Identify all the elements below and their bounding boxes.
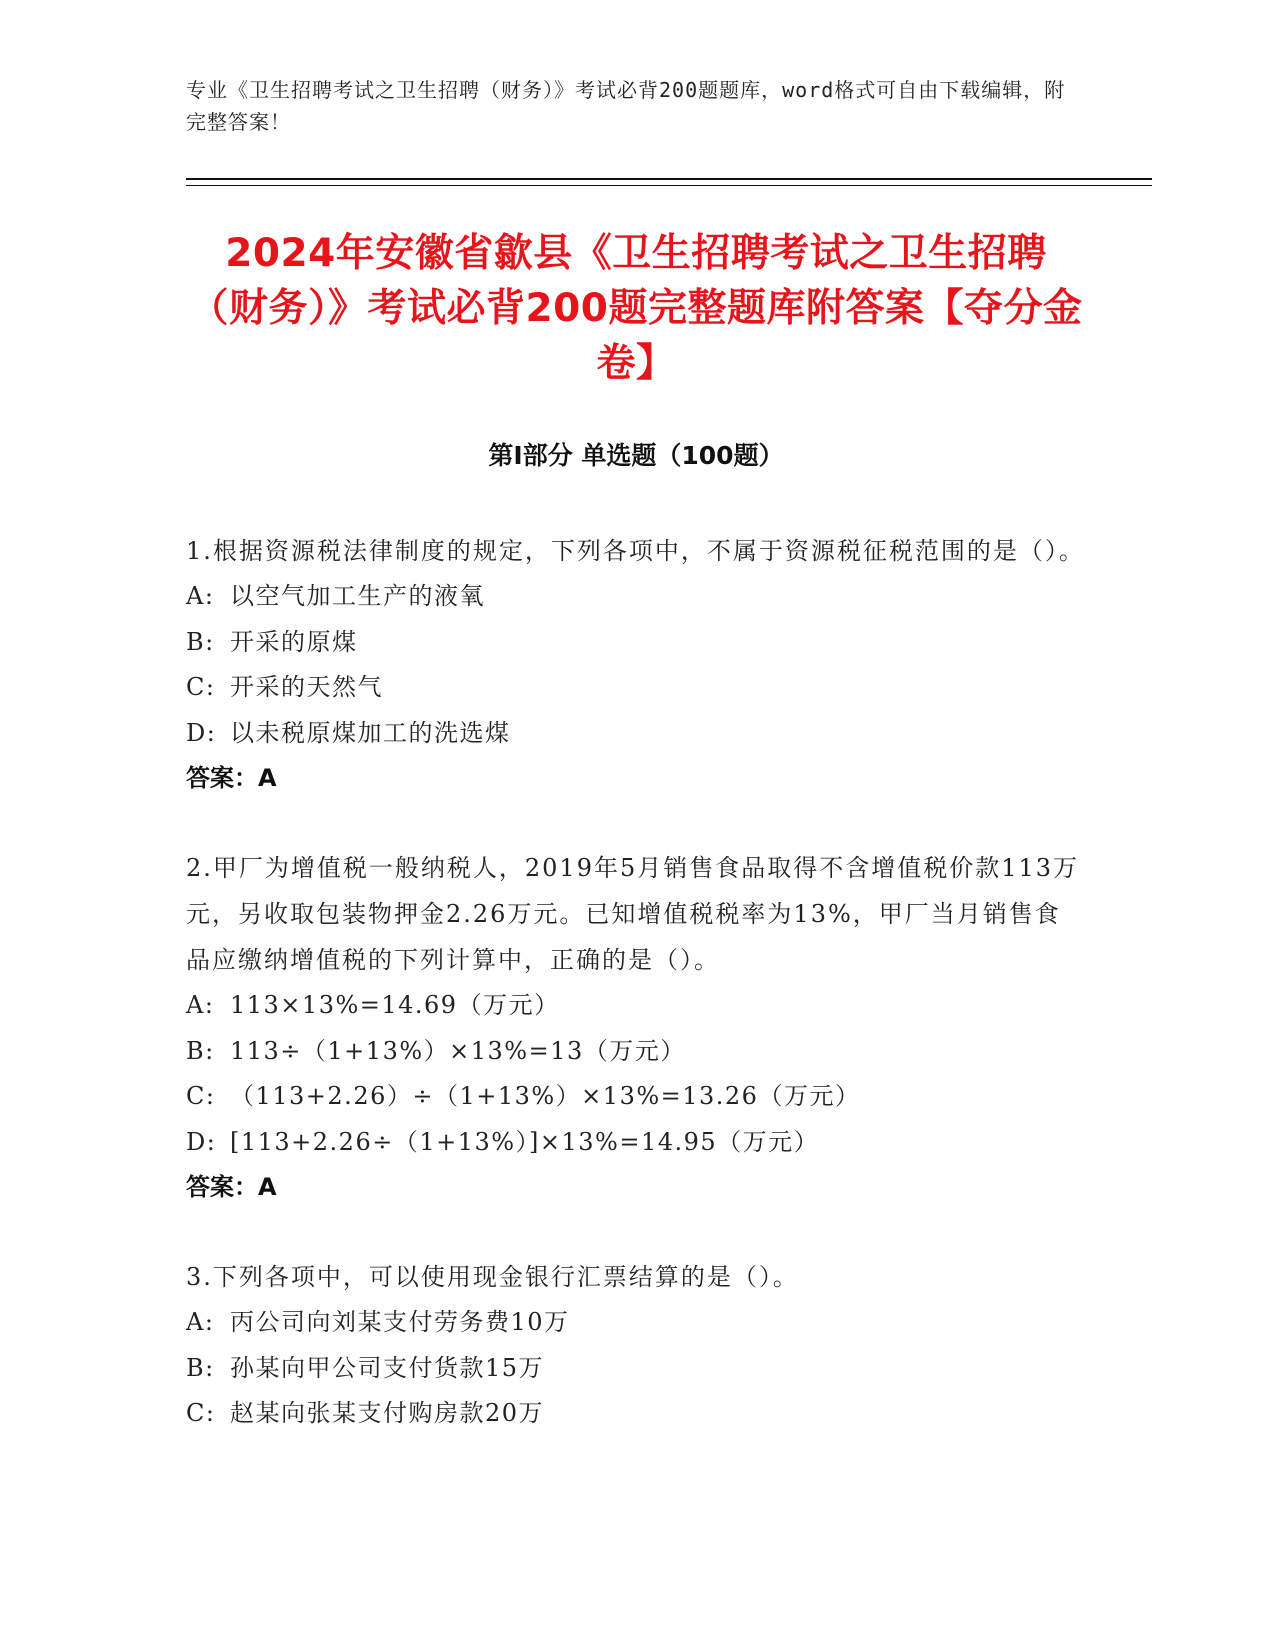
header-note: 专业《卫生招聘考试之卫生招聘（财务）》考试必背200题题库，word格式可自由下载编辑，附完整答案！	[186, 78, 1066, 134]
section-title: 第Ⅰ部分 单选题（100题）	[488, 441, 784, 470]
option-c	[186, 1074, 1086, 1120]
option-text: 丙公司向刘某支付劳务费10万	[230, 1308, 570, 1336]
option-c	[186, 1391, 1086, 1437]
option-a	[186, 1300, 1086, 1346]
option-label: A:	[186, 582, 215, 610]
option-text: 113×13%=14.69（万元）	[230, 991, 560, 1019]
question-3	[186, 1254, 1086, 1437]
option-label: C:	[186, 1399, 216, 1427]
question-list	[186, 528, 1086, 1481]
document-title: 2024年安徽省歙县《卫生招聘考试之卫生招聘（财务）》考试必背200题完整题库附答案【夺分金卷】	[189, 231, 1083, 386]
option-label: D:	[186, 1127, 217, 1156]
answer-line: 答案：A	[186, 764, 277, 792]
option-text: （113+2.26）÷（1+13%）×13%=13.26（万元）	[230, 1082, 861, 1110]
option-label: C:	[186, 1082, 216, 1110]
option-a	[186, 983, 1086, 1029]
option-text: 113÷（1+13%）×13%=13（万元）	[230, 1036, 686, 1065]
option-text: 以未税原煤加工的洗选煤	[230, 718, 511, 747]
option-b	[186, 1029, 1086, 1075]
header-divider-thick	[186, 178, 1152, 180]
option-c	[186, 665, 1086, 711]
option-b	[186, 620, 1086, 666]
question-1	[186, 528, 1086, 801]
option-text: 以空气加工生产的液氧	[230, 582, 485, 610]
option-text: 开采的天然气	[230, 673, 383, 701]
option-b	[186, 1346, 1086, 1392]
option-a	[186, 574, 1086, 620]
question-stem: 3.下列各项中，可以使用现金银行汇票结算的是（）。	[186, 1263, 799, 1291]
option-text: 孙某向甲公司支付货款15万	[230, 1353, 545, 1382]
option-label: B:	[186, 1353, 215, 1382]
answer-line: 答案：A	[186, 1173, 277, 1201]
option-d	[186, 1120, 1086, 1166]
option-label: B:	[186, 1036, 215, 1065]
option-d	[186, 711, 1086, 757]
option-label: C:	[186, 673, 216, 701]
option-label: A:	[186, 991, 215, 1019]
question-stem: 2.甲厂为增值税一般纳税人，2019年5月销售食品取得不含增值税价款113万元，另收取包装物押金2.26万元。已知增值税税率为13%，甲厂当月销售食品应缴纳增值税的下列计算中，正确的是（）。	[186, 854, 1080, 974]
option-label: A:	[186, 1308, 215, 1336]
question-stem: 1.根据资源税法律制度的规定，下列各项中，不属于资源税征税范围的是（）。	[186, 537, 1085, 565]
option-text: 赵某向张某支付购房款20万	[230, 1399, 545, 1427]
option-label: D:	[186, 718, 217, 747]
header-divider-thin	[186, 185, 1152, 186]
question-2	[186, 845, 1086, 1210]
option-text: 开采的原煤	[230, 627, 358, 656]
option-label: B:	[186, 627, 215, 656]
option-text: [113+2.26÷（1+13%）]×13%=14.95（万元）	[230, 1127, 820, 1156]
